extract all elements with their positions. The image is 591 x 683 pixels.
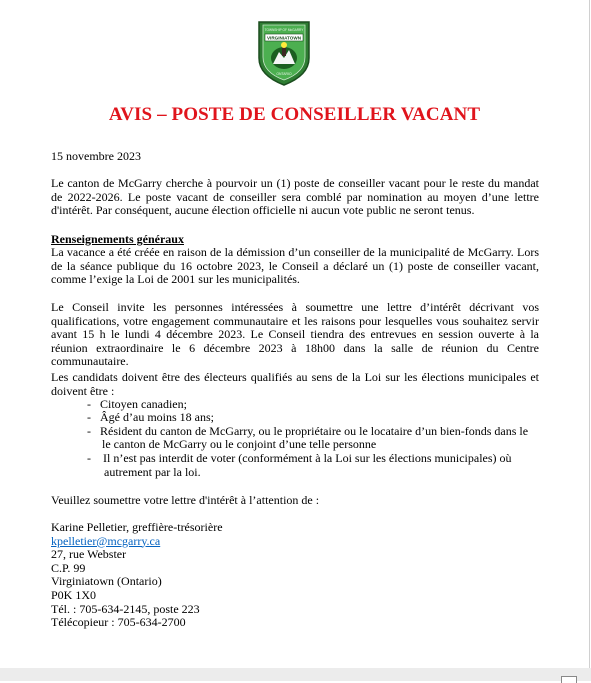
notice-date: 15 novembre 2023 bbox=[51, 149, 141, 163]
logo-top-text: TOWNSHIP OF McGARRY bbox=[264, 28, 304, 32]
viewer-bottom-strip bbox=[0, 668, 591, 681]
list-dash: - bbox=[87, 451, 91, 465]
list-dash: - bbox=[87, 424, 91, 438]
contact-street: 27, rue Webster bbox=[51, 547, 127, 562]
contact-city: Virginiatown (Ontario) bbox=[51, 574, 162, 589]
contact-phone: Tél. : 705-634-2145, poste 223 bbox=[51, 601, 200, 616]
criteria-text: Âgé d’au moins 18 ans; bbox=[100, 410, 214, 424]
township-crest-logo bbox=[255, 20, 313, 86]
notice-title: AVIS – POSTE DE CONSEILLER VACANT bbox=[108, 104, 481, 125]
criteria-text: Il n’est pas interdit de voter (conformément à la Loi sur les élections municipales) où bbox=[103, 451, 512, 465]
invite-paragraph: Le Conseil invite les personnes intéressées à soumettre une lettre d’intérêt décrivant vos qualifications, votre engagement communautaire et les raisons pour lesquelles vous souhaitez servir avant 15 h le lundi 4 décembre 2023. Le Conseil tiendra des entrevues en session ouverte à la réunion extraordinaire le 6 décembre 2023 à 18h00 dans la salle de réunion du Centre communautaire. bbox=[51, 300, 539, 368]
contact-po-box: C.P. 99 bbox=[51, 560, 86, 575]
section-heading: Renseignements généraux bbox=[51, 232, 184, 246]
criteria-text: le canton de McGarry ou le conjoint d’une telle personne bbox=[102, 437, 377, 451]
logo-banner-text: VIRGINIATOWN bbox=[266, 35, 302, 41]
contact-name: Karine Pelletier, greffière-trésorière bbox=[51, 520, 223, 534]
criteria-text: autrement par la loi. bbox=[104, 465, 201, 479]
criteria-text: Résident du canton de McGarry, ou le propriétaire ou le locataire d’un bien-fonds dans le bbox=[100, 424, 529, 438]
candidates-intro-paragraph: Les candidats doivent être des électeurs qualifiés au sens de la Loi sur les élections municipales et doivent être : bbox=[51, 370, 539, 398]
list-dash: - bbox=[87, 397, 91, 411]
contact-fax: Télécopieur : 705-634-2700 bbox=[51, 615, 186, 630]
contact-email-link[interactable]: kpelletier@mcgarry.ca bbox=[51, 533, 161, 548]
contact-postal-code: P0K 1X0 bbox=[51, 587, 97, 602]
criteria-text: Citoyen canadien; bbox=[100, 397, 187, 411]
list-dash: - bbox=[87, 410, 91, 424]
general-info-paragraph: La vacance a été créée en raison de la démission d’un conseiller de la municipalité de McGarry. Lors de la séance publique du 16 octobre 2023, le Conseil a déclaré un (1) poste de conseiller vacant, comme l’exige la Loi de 2001 sur les municipalités. bbox=[51, 245, 539, 286]
next-page-edge bbox=[561, 676, 577, 683]
intro-paragraph: Le canton de McGarry cherche à pourvoir un (1) poste de conseiller vacant pour le reste du mandat de 2022-2026. Le poste vacant de conseiller sera comblé par nomination au moyen d’une lettre d'intérêt. Par conséquent, aucune élection officielle ni aucun vote public ne seront tenus. bbox=[51, 176, 539, 217]
submit-instruction: Veuillez soumettre votre lettre d'intérêt à l’attention de : bbox=[51, 493, 320, 507]
contact-block bbox=[51, 521, 539, 630]
logo-bottom-text: ONTARIO bbox=[276, 72, 292, 76]
